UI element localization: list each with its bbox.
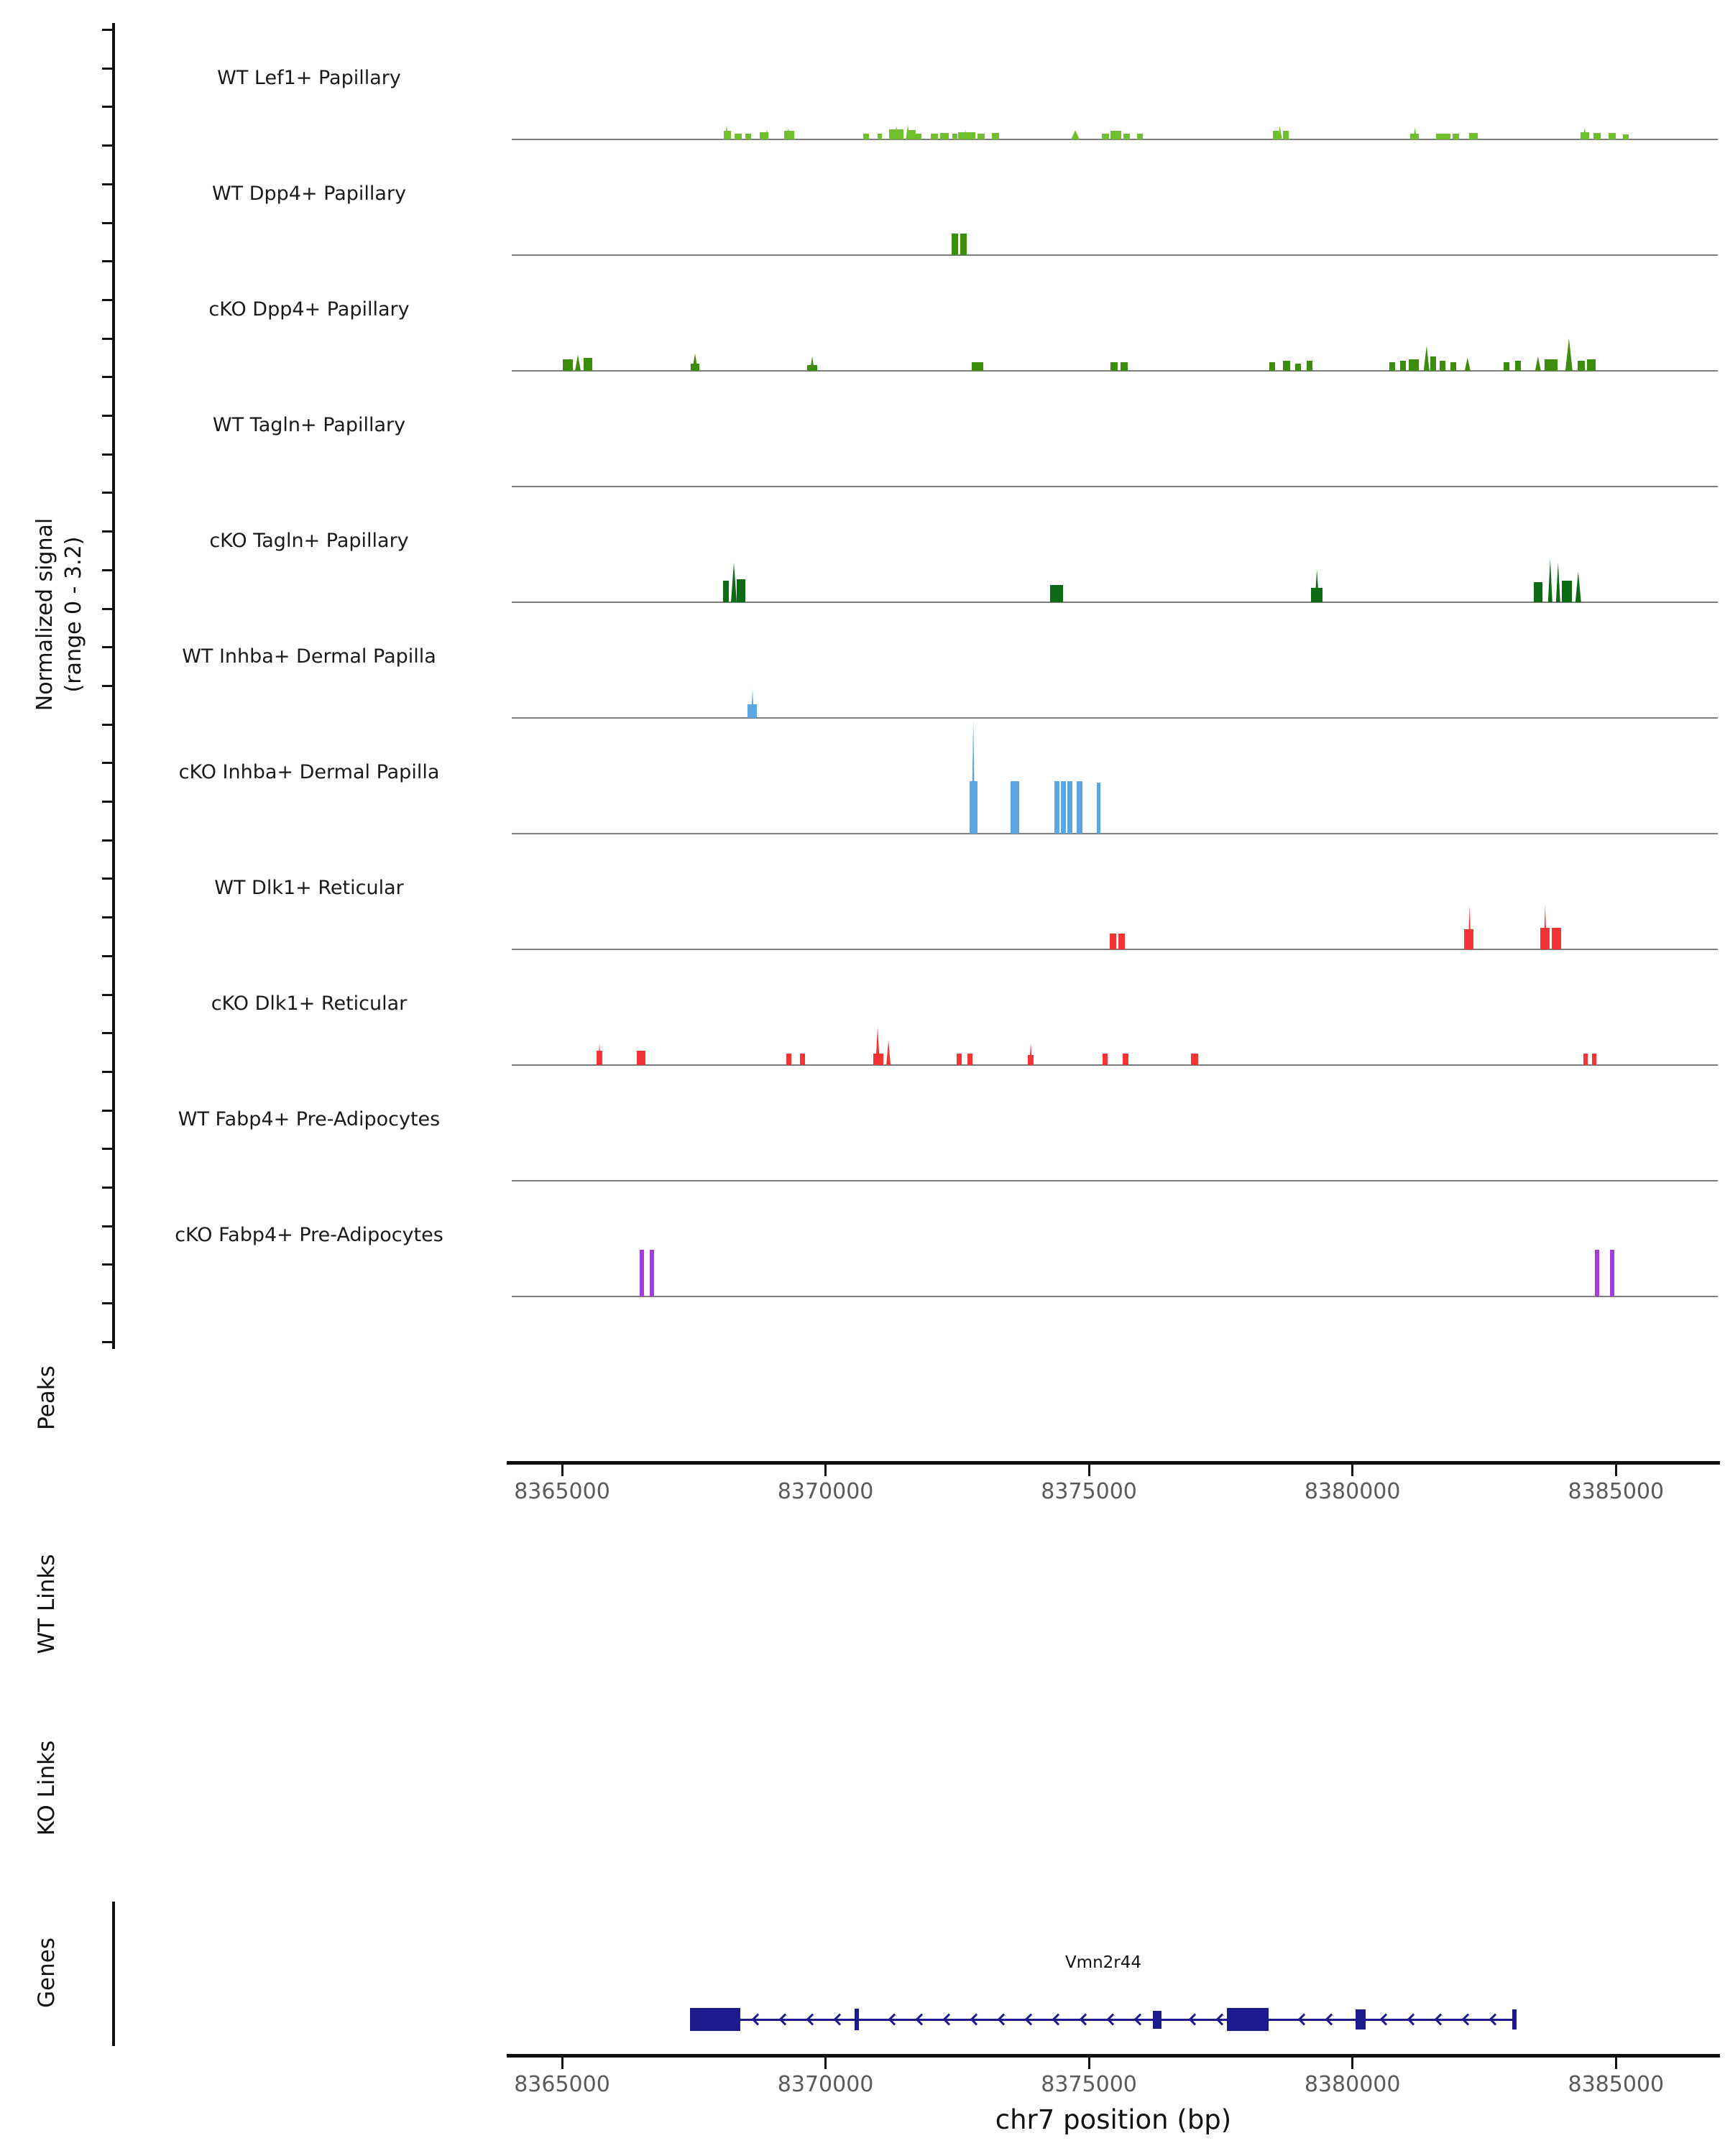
track-baseline: [512, 254, 1718, 256]
signal-peak: [784, 131, 794, 139]
gene-strand-left-arrow-icon: [1025, 2014, 1037, 2026]
x-axis-tick: [824, 1465, 827, 1476]
signal-peak: [1077, 781, 1082, 834]
signal-peak: [1592, 1054, 1596, 1065]
signal-peak: [1102, 134, 1109, 139]
y-axis-label-line2: (range 0 - 3.2): [61, 536, 86, 693]
signal-peak: [1273, 131, 1279, 139]
track-label: cKO Fabp4+ Pre-Adipocytes: [175, 1224, 443, 1246]
y-axis-tick: [102, 1032, 112, 1034]
signal-peak: [1593, 133, 1601, 139]
signal-peak: [940, 133, 949, 139]
gene-strand-left-arrow-icon: [1189, 2014, 1201, 2026]
track-label: WT Lef1+ Papillary: [217, 67, 401, 89]
gene-strand-left-arrow-icon: [888, 2014, 901, 2026]
y-axis-tick: [102, 453, 112, 456]
track-label: WT Dpp4+ Papillary: [211, 183, 407, 205]
section-label-ko-links: KO Links: [34, 1740, 60, 1836]
y-axis-tick: [102, 1071, 112, 1073]
signal-peak: [1548, 559, 1552, 602]
gene-strand-left-arrow-icon: [998, 2014, 1010, 2026]
track-label: cKO Tagln+ Papillary: [209, 530, 409, 552]
signal-peak: [978, 134, 985, 139]
track-label: cKO Dlk1+ Reticular: [211, 992, 408, 1015]
track-label: WT Tagln+ Papillary: [212, 414, 406, 436]
signal-peak: [875, 1028, 880, 1065]
gene-strand-left-arrow-icon: [1407, 2014, 1420, 2026]
x-axis-tick: [1088, 1465, 1090, 1476]
genes-axis-spine: [112, 1902, 115, 2046]
gene-strand-left-arrow-icon: [1462, 2014, 1474, 2026]
signal-peak: [1110, 131, 1121, 139]
signal-peak: [1315, 570, 1319, 602]
x-axis-tick-label: 8365000: [514, 1479, 610, 1504]
signal-peak: [731, 563, 737, 602]
x-axis-tick-label: 8370000: [777, 2072, 874, 2097]
gene-exon: [1153, 2011, 1162, 2029]
signal-peak: [1562, 581, 1572, 602]
signal-peak: [972, 720, 975, 834]
signal-peak: [640, 1250, 644, 1296]
gene-strand-left-arrow-icon: [943, 2014, 955, 2026]
signal-peak: [1556, 563, 1560, 602]
signal-peak: [724, 131, 731, 139]
y-axis-spine: [112, 23, 115, 1349]
signal-peak: [863, 134, 869, 139]
signal-peak: [723, 581, 729, 602]
signal-peak: [1011, 781, 1019, 834]
signal-peak: [1400, 361, 1406, 371]
gene-strand-left-arrow-icon: [806, 2014, 819, 2026]
signal-peak: [745, 134, 751, 139]
y-axis-tick: [102, 1187, 112, 1189]
signal-peak: [1191, 1054, 1198, 1065]
y-axis-tick: [102, 801, 112, 803]
gene-strand-left-arrow-icon: [1052, 2014, 1064, 2026]
signal-peak: [1436, 134, 1443, 139]
y-axis-label: [31, 518, 88, 711]
signal-peak: [1468, 906, 1471, 949]
y-axis-tick: [102, 29, 112, 31]
signal-peak: [637, 1051, 645, 1065]
x-axis-tick-label: 8385000: [1568, 2072, 1665, 2097]
y-axis-tick: [102, 685, 112, 687]
x-axis-title: chr7 position (bp): [995, 2104, 1232, 2135]
gene-strand-left-arrow-icon: [1298, 2014, 1310, 2026]
x-axis-tick-label: 8380000: [1304, 2072, 1401, 2097]
signal-peak: [1443, 134, 1450, 139]
y-axis-tick: [102, 839, 112, 842]
y-axis-tick: [102, 144, 112, 147]
y-axis-tick: [102, 222, 112, 224]
y-axis-tick: [102, 492, 112, 494]
y-axis-tick: [102, 916, 112, 918]
signal-peak: [1583, 1054, 1588, 1065]
gene-strand-left-arrow-icon: [1080, 2014, 1092, 2026]
signal-peak: [563, 359, 573, 371]
signal-peak: [1097, 783, 1100, 834]
signal-peak: [1295, 364, 1301, 371]
track-label: WT Inhba+ Dermal Papilla: [182, 645, 436, 668]
gene-exon: [1356, 2009, 1366, 2029]
y-axis-tick: [102, 338, 112, 340]
upper-x-axis-line: [507, 1461, 1720, 1465]
x-axis-tick: [1088, 2058, 1090, 2069]
signal-peak: [1269, 362, 1275, 371]
signal-peak: [1515, 361, 1521, 371]
signal-peak: [1578, 361, 1585, 371]
signal-peak: [1118, 934, 1125, 949]
signal-peak: [1581, 132, 1589, 139]
signal-peak: [916, 134, 921, 139]
signal-peak: [907, 130, 916, 139]
signal-peak: [1110, 934, 1116, 949]
signal-peak: [1469, 133, 1478, 139]
signal-peak: [1545, 359, 1558, 371]
signal-peak: [960, 234, 967, 255]
y-axis-tick: [102, 608, 112, 610]
signal-peak: [952, 134, 957, 139]
signal-peak: [1430, 356, 1436, 371]
signal-peak: [1389, 362, 1395, 371]
signal-peak: [1307, 361, 1312, 371]
signal-peak: [810, 356, 814, 371]
signal-peak: [1610, 1250, 1614, 1296]
signal-peak: [1552, 928, 1561, 949]
x-axis-tick: [1615, 1465, 1617, 1476]
gene-strand-left-arrow-icon: [1380, 2014, 1392, 2026]
signal-peak: [692, 354, 698, 371]
signal-peak: [584, 358, 592, 371]
track-baseline: [512, 486, 1718, 487]
gene-strand-left-arrow-icon: [779, 2014, 791, 2026]
signal-peak: [878, 134, 882, 139]
x-axis-tick: [561, 2058, 564, 2069]
section-label-wt-links: WT Links: [34, 1554, 60, 1654]
gene-strand-left-arrow-icon: [752, 2014, 764, 2026]
signal-peak: [1544, 904, 1547, 949]
signal-peak: [1424, 346, 1430, 371]
y-axis-tick: [102, 1148, 112, 1150]
x-axis-tick-label: 8370000: [777, 1479, 874, 1504]
y-axis-tick: [102, 106, 112, 108]
x-axis-tick-label: 8365000: [514, 2072, 610, 2097]
signal-peak: [1440, 361, 1445, 371]
signal-peak: [958, 132, 975, 139]
gene-strand-left-arrow-icon: [1435, 2014, 1447, 2026]
signal-peak: [1565, 338, 1573, 371]
track-baseline: [512, 1296, 1718, 1297]
signal-peak: [972, 362, 983, 371]
track-baseline: [512, 717, 1718, 719]
signal-peak: [1061, 781, 1066, 834]
gene-strand-left-arrow-icon: [1134, 2014, 1146, 2026]
gene-name-label: Vmn2r44: [1064, 1953, 1142, 1972]
y-axis-tick: [102, 1302, 112, 1304]
y-axis-tick: [102, 569, 112, 571]
signal-peak: [1576, 572, 1581, 603]
signal-peak: [931, 134, 938, 139]
y-axis-tick: [102, 724, 112, 726]
signal-peak: [1453, 134, 1459, 139]
gene-strand-left-arrow-icon: [970, 2014, 983, 2026]
gene-strand-left-arrow-icon: [1489, 2014, 1501, 2026]
gene-strand-left-arrow-icon: [916, 2014, 928, 2026]
signal-peak: [1110, 362, 1118, 371]
signal-peak: [1534, 582, 1542, 602]
gene-exon: [690, 2008, 740, 2031]
signal-peak: [1283, 131, 1289, 139]
signal-peak: [1450, 362, 1456, 371]
signal-peak: [1609, 133, 1616, 139]
x-axis-tick: [1351, 1465, 1353, 1476]
y-axis-tick: [102, 376, 112, 378]
signal-peak: [1595, 1250, 1599, 1296]
signal-peak: [952, 234, 958, 255]
signal-peak: [992, 133, 999, 139]
x-axis-tick-label: 8380000: [1304, 1479, 1401, 1504]
signal-peak: [1050, 585, 1063, 602]
track-baseline: [512, 833, 1718, 834]
section-label-genes: Genes: [34, 1938, 60, 2008]
signal-peak: [1123, 1054, 1128, 1065]
signal-peak: [967, 1054, 972, 1065]
x-axis-tick: [1351, 2058, 1353, 2069]
signal-peak: [1587, 359, 1596, 371]
gene-exon: [1227, 2008, 1269, 2031]
signal-peak: [1623, 134, 1629, 139]
section-label-peaks: Peaks: [34, 1365, 60, 1430]
signal-peak: [786, 1054, 791, 1065]
track-baseline: [512, 1064, 1718, 1066]
signal-peak: [575, 355, 581, 371]
y-axis-label-line1: Normalized signal: [32, 517, 58, 711]
signal-peak: [1103, 1054, 1108, 1065]
x-axis-tick: [561, 1465, 564, 1476]
signal-peak: [1535, 356, 1541, 371]
track-label: WT Fabp4+ Pre-Adipocytes: [178, 1108, 441, 1130]
signal-peak: [1054, 781, 1059, 834]
signal-peak: [886, 1041, 891, 1065]
gene-strand-left-arrow-icon: [834, 2014, 846, 2026]
track-label: cKO Dpp4+ Papillary: [208, 298, 410, 321]
signal-peak: [737, 579, 745, 602]
track-baseline: [512, 1180, 1718, 1181]
signal-peak: [1409, 359, 1419, 371]
signal-peak: [957, 1054, 962, 1065]
signal-peak: [1121, 362, 1128, 371]
signal-peak: [1071, 130, 1080, 139]
gene-strand-left-arrow-icon: [1107, 2014, 1119, 2026]
signal-peak: [800, 1054, 805, 1065]
gene-exon: [855, 2009, 860, 2030]
signal-peak: [735, 134, 742, 139]
track-label: WT Dlk1+ Reticular: [214, 877, 404, 899]
y-axis-tick: [102, 260, 112, 262]
signal-peak: [1137, 134, 1143, 139]
x-axis-tick-label: 8385000: [1568, 1479, 1665, 1504]
x-axis-tick: [1615, 2058, 1617, 2069]
signal-peak: [1465, 358, 1471, 371]
x-axis-tick: [824, 2058, 827, 2069]
y-axis-tick: [102, 1341, 112, 1343]
signal-peak: [650, 1250, 654, 1296]
track-label: cKO Inhba+ Dermal Papilla: [178, 761, 440, 783]
signal-peak: [1504, 362, 1509, 371]
x-axis-tick-label: 8375000: [1041, 2072, 1137, 2097]
y-axis-tick: [102, 955, 112, 957]
x-axis-tick-label: 8375000: [1041, 1479, 1137, 1504]
gene-strand-left-arrow-icon: [1325, 2014, 1338, 2026]
lower-x-axis-line: [507, 2054, 1720, 2058]
y-axis-tick: [102, 1263, 112, 1266]
signal-peak: [1067, 781, 1072, 834]
gene-exon: [1512, 2009, 1517, 2030]
signal-peak: [1283, 361, 1290, 371]
signal-peak: [1123, 134, 1130, 139]
